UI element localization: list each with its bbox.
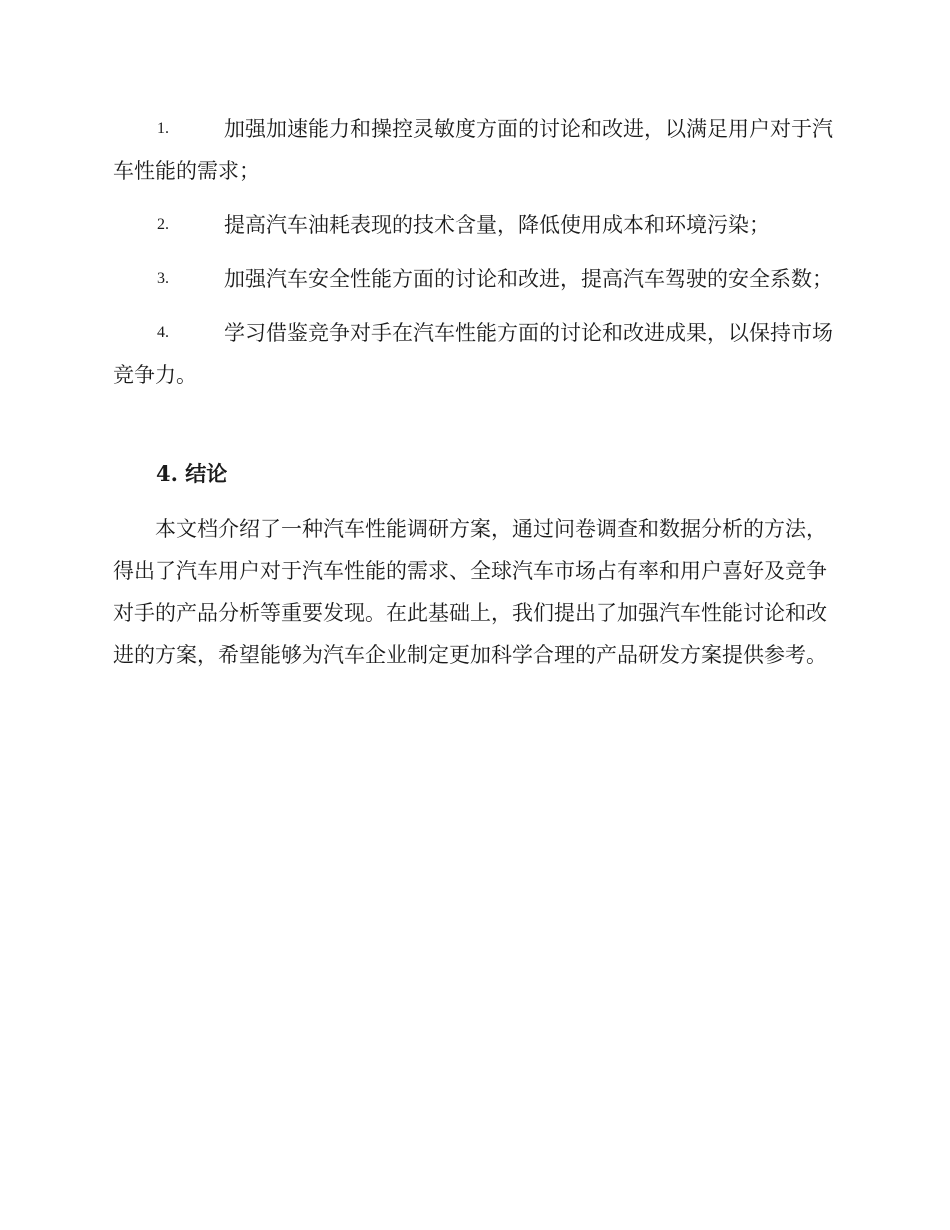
list-item-number: 1.	[157, 120, 169, 137]
list-item-number: 2.	[157, 216, 169, 233]
list-item	[113, 258, 835, 300]
list-item	[113, 312, 835, 396]
list-item-text: 学习借鉴竞争对手在汽车性能方面的讨论和改进成果，以保持市场竞争力。	[113, 321, 833, 387]
section-heading: 4. 结论	[156, 461, 228, 486]
recommendation-list	[113, 108, 835, 408]
list-item-text: 加强加速能力和操控灵敏度方面的讨论和改进，以满足用户对于汽车性能的需求；	[113, 117, 833, 183]
list-item	[113, 204, 835, 246]
list-item-text: 加强汽车安全性能方面的讨论和改进，提高汽车驾驶的安全系数；	[224, 267, 833, 291]
conclusion-paragraph: 本文档介绍了一种汽车性能调研方案，通过问卷调查和数据分析的方法，得出了汽车用户对于汽车性能的需求、全球汽车市场占有率和用户喜好及竞争对手的产品分析等重要发现。在此基础上，我们提出了加强汽车性能讨论和改进的方案，希望能够为汽车企业制定更加科学合理的产品研发方案提供参考。	[113, 517, 827, 667]
list-item	[113, 108, 835, 192]
list-item-text: 提高汽车油耗表现的技术含量，降低使用成本和环境污染；	[224, 213, 770, 237]
list-item-number: 3.	[157, 270, 169, 287]
list-item-number: 4.	[157, 324, 169, 341]
